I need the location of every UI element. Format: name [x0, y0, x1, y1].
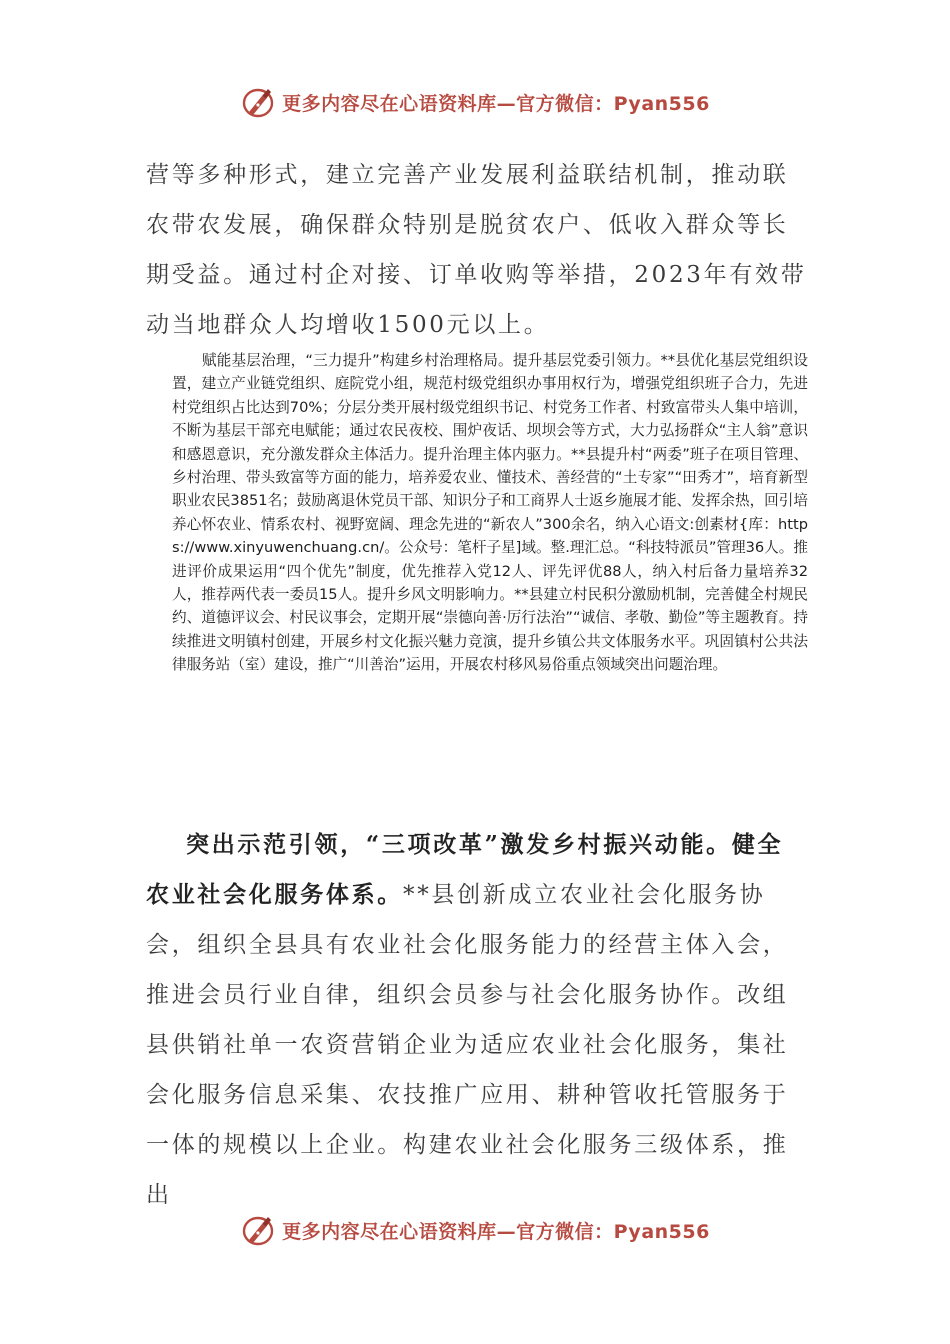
- fountain-pen-logo-icon: [240, 84, 276, 120]
- header-banner: [0, 80, 950, 124]
- section-body: **县创新成立农业社会化服务协会，组织全县具有农业社会化服务能力的经营主体入会，推进会员行业自律，组织会员参与社会化服务协作。改组县供销社单一农资营销企业为适应农业社会化服务，集社会化服务信息采集、农技推广应用、耕种管收托管服务于一体的规模以上企业。构建农业社会化服务三级体系，推出: [146, 882, 789, 1208]
- body-paragraph-3: [146, 820, 808, 1220]
- footer-banner: [0, 1208, 950, 1252]
- banner-text: 更多内容尽在心语资料库—官方微信：Pyan556: [282, 92, 710, 115]
- banner-text: 更多内容尽在心语资料库—官方微信：Pyan556: [282, 1220, 710, 1243]
- body-paragraph-2: 赋能基层治理，“三力提升”构建乡村治理格局。提升基层党委引领力。**县优化基层党组织设置，建立产业链党组织、庭院党小组，规范村级党组织办事用权行为，增强党组织班子合力，先进村党组织占比达到70%；分层分类开展村级党组织书记、村党务工作者、村致富带头人集中培训，不断为基层干部充电赋能；通过农民夜校、围炉夜话、坝坝会等方式，大力弘扬群众“主人翁”意识和感恩意识，充分激发群众主体活力。提升治理主体内驱力。**县提升村“两委”班子在项目管理、乡村治理、带头致富等方面的能力，培养爱农业、懂技术、善经营的“土专家”“田秀才”，培育新型职业农民3851名；鼓励离退休党员干部、知识分子和工商界人士返乡施展才能、发挥余热，回引培养心怀农业、情系农村、视野宽阔、理念先进的“新农人”300余名，纳入心语文:创素材{库：https://www.xinyuwenchuang.cn/。公众号：笔杆子星]域。整.理汇总。“科技特派员”管理36人。推进评价成果运用“四个优先”制度，优先推荐入党12人、评先评优88人，纳入村后备力量培养32人，推荐两代表一委员15人。提升乡风文明影响力。**县建立村民积分激励机制，完善健全村规民约、道德评议会、村民议事会，定期开展“崇德向善·厉行法治”“诚信、孝敬、勤俭”等主题教育。持续推进文明镇村创建，开展乡村文化振兴魅力竞演，提升乡镇公共文体服务水平。巩固镇村公共法律服务站（室）建设，推广“川善治”运用，开展农村移风易俗重点领域突出问题治理。: [172, 352, 808, 674]
- body-paragraph-1: 营等多种形式，建立完善产业发展利益联结机制，推动联农带农发展，确保群众特别是脱贫农户、低收入群众等长期受益。通过村企对接、订单收购等举措，2023年有效带动当地群众人均增收1500元以上。: [146, 162, 807, 338]
- fountain-pen-logo-icon: [240, 1212, 276, 1248]
- section-heading: 突出示范引领，“三项改革”激发乡村振兴动能。健全农业社会化服务体系。: [146, 831, 784, 908]
